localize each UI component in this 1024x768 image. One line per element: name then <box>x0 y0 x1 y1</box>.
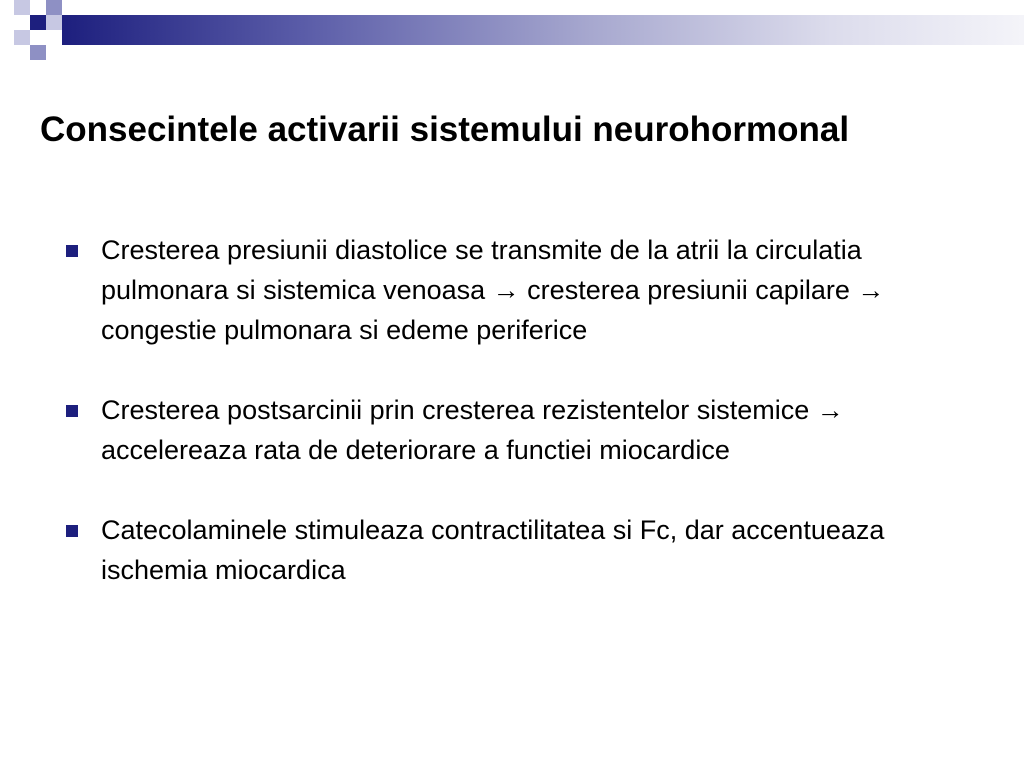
header-gradient-bar <box>62 15 1024 45</box>
decor-square-mid <box>30 45 46 60</box>
bullet-item <box>60 390 960 470</box>
square-bullet-icon <box>66 525 78 537</box>
decor-square-mid <box>46 0 62 15</box>
decor-square-light <box>46 15 62 30</box>
bullet-list <box>60 230 960 590</box>
slide-title: Consecintele activarii sistemului neurohormonal <box>40 110 850 149</box>
decor-square-light <box>14 30 30 45</box>
square-bullet-icon <box>66 245 78 257</box>
bullet-text: Cresterea presiunii diastolice se transmite de la atrii la circulatia pulmonara si sistemica venoasa → cresterea presiunii capilare → congestie pulmonara si edeme periferice <box>101 235 885 345</box>
header-decoration <box>0 0 1024 60</box>
bullet-text: Catecolaminele stimuleaza contractilitatea si Fc, dar accentueaza ischemia miocardica <box>101 515 885 585</box>
bullet-text: Cresterea postsarcinii prin cresterea rezistentelor sistemice → accelereaza rata de deteriorare a functiei miocardice <box>101 395 844 465</box>
bullet-item <box>60 230 960 350</box>
square-bullet-icon <box>66 405 78 417</box>
decor-square-dark <box>30 15 46 30</box>
decor-square-light <box>14 0 30 15</box>
bullet-item <box>60 510 960 590</box>
